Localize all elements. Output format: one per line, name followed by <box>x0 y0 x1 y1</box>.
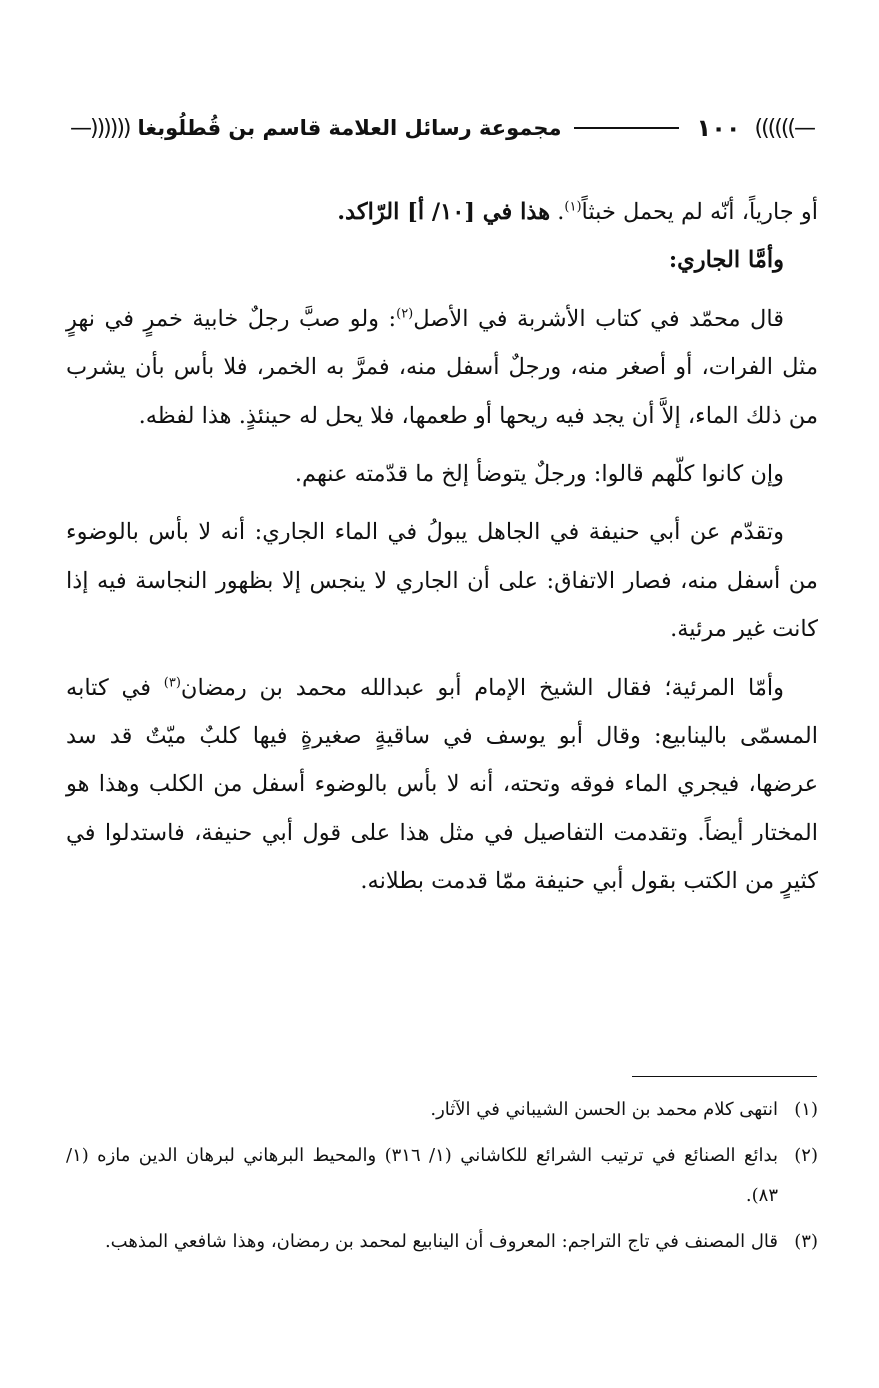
text-run: : ولو صبَّ رجلٌ خابية خمرٍ في نهرٍ مثل الفرات، أو أصغر منه، ورجلٌ أسفل منه، فمرَّ به الخمر، فلا بأس بأن يشرب من ذلك الماء، إلاَّ أن يجد فيه ريحها أو طعمها، فلا يحل له حينئذٍ. هذا لفظه. <box>66 305 818 429</box>
main-text <box>66 188 818 906</box>
paragraph-1 <box>66 188 818 236</box>
page-number: ١٠٠ <box>696 114 741 142</box>
text-run: قال محمّد في كتاب الأشربة في الأصل <box>413 305 784 332</box>
footnote-ref-2: (٢) <box>396 306 414 322</box>
footnotes <box>66 1090 818 1268</box>
ornament-right: —)))))) <box>754 115 814 141</box>
footnote-ref-3: (٣) <box>163 675 181 691</box>
footnote-text: انتهى كلام محمد بن الحسن الشيباني في الآثار. <box>430 1099 778 1120</box>
paragraph-3 <box>66 295 818 440</box>
text-run: وأمّا المرئية؛ فقال الشيخ الإمام أبو عبدالله محمد بن رمضان <box>180 674 784 701</box>
text-run: أو جارياً، أنّه لم يحمل خبثاً <box>581 199 818 225</box>
text-run: . <box>550 199 565 225</box>
footnote <box>66 1090 818 1130</box>
footnote-ref-1: (١) <box>564 199 582 215</box>
section-heading: وأمَّا الجاري: <box>668 247 784 274</box>
footnote <box>66 1222 818 1262</box>
paragraph-6 <box>66 664 818 906</box>
header-rule <box>574 127 679 129</box>
ornament-left: ((((((— <box>70 115 130 141</box>
paragraph-4: وإن كانوا كلّهم قالوا: ورجلٌ يتوضأ إلخ ما قدّمته عنهم. <box>294 461 784 488</box>
footnote-text: بدائع الصنائع في ترتيب الشرائع للكاشاني (١/ ٣١٦) والمحيط البرهاني لبرهان الدين مازه (١/ ٨٣). <box>66 1145 778 1206</box>
footnote-text: قال المصنف في تاج التراجم: المعروف أن الينابيع لمحمد بن رمضان، وهذا شافعي المذهب. <box>104 1231 778 1252</box>
text-run: في كتابه المسمّى بالينابيع: وقال أبو يوسف في ساقيةٍ صغيرةٍ فيها كلبٌ ميّتٌ قد سد عرضها، فيجري الماء فوقه وتحته، أنه لا بأس بالوضوء أسفل من الكلب وهذا هو المختار أيضاً. وتقدمت التفاصيل في مثل هذا على قول أبي حنيفة، فاستدلوا في كثيرٍ من الكتب بقول أبي حنيفة ممّا قدمت بطلانه. <box>66 674 818 895</box>
footnote-number: (٣) <box>794 1231 818 1252</box>
bold-phrase: هذا في [١٠/ أ] الرّاكد. <box>337 199 551 225</box>
footnote-separator <box>632 1076 817 1077</box>
footnote-number: (٢) <box>794 1145 818 1166</box>
footnote-number: (١) <box>794 1099 818 1120</box>
running-header <box>70 108 814 148</box>
footnote <box>66 1136 818 1216</box>
paragraph-5: وتقدّم عن أبي حنيفة في الجاهل يبولُ في الماء الجاري: أنه لا بأس بالوضوء من أسفل منه، فصار الاتفاق: على أن الجاري لا ينجس إلا بظهور النجاسة فيه إذا كانت غير مرئية. <box>66 519 818 643</box>
book-title: مجموعة رسائل العلامة قاسم بن قُطلُوبغا <box>137 116 562 140</box>
